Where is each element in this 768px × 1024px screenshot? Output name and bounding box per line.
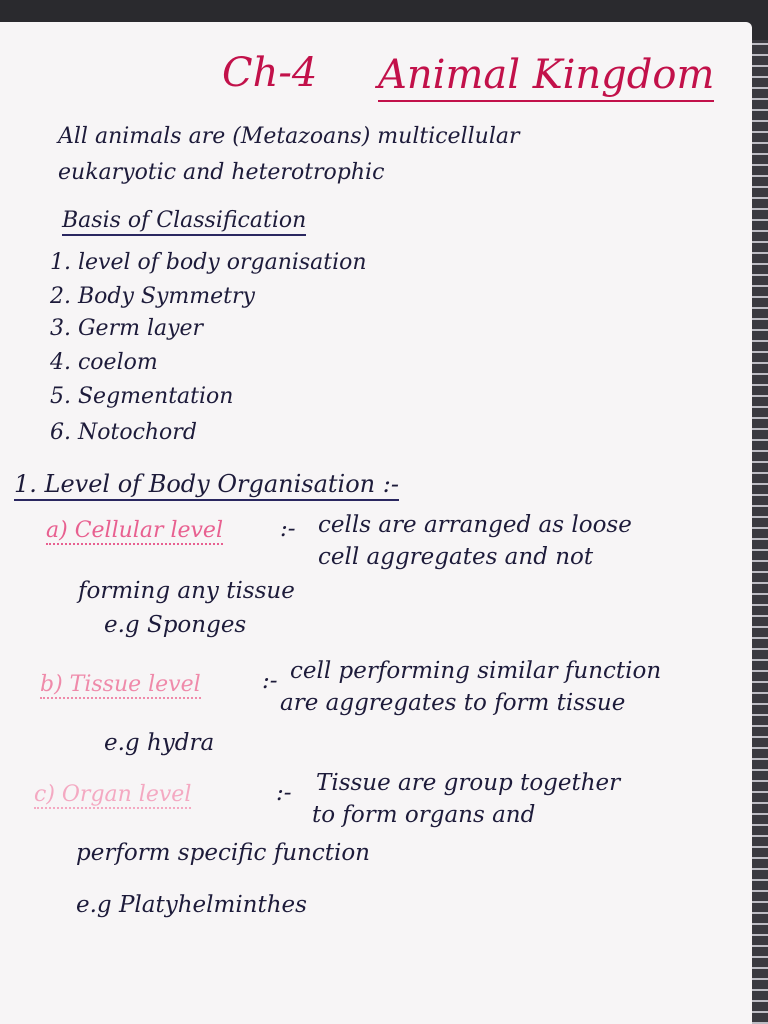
section-heading: 1. Level of Body Organisation :- bbox=[14, 470, 399, 501]
intro-line-2: eukaryotic and heterotrophic bbox=[58, 160, 385, 185]
tissue-level-text: cell performing similar function bbox=[290, 658, 662, 684]
organ-level-example: e.g Platyhelminthes bbox=[76, 892, 307, 918]
cellular-level-separator: :- bbox=[280, 516, 296, 542]
chapter-title: Animal Kingdom bbox=[378, 52, 714, 102]
cellular-level-text: forming any tissue bbox=[78, 578, 295, 604]
cellular-level-example: e.g Sponges bbox=[104, 612, 247, 638]
tissue-level-label: b) Tissue level bbox=[40, 672, 201, 697]
tissue-level-example: e.g hydra bbox=[104, 730, 215, 756]
classification-item: 5. Segmentation bbox=[50, 384, 234, 409]
classification-heading: Basis of Classification bbox=[62, 208, 306, 236]
tissue-level-text: are aggregates to form tissue bbox=[280, 690, 626, 716]
organ-level-text: perform specific function bbox=[76, 840, 370, 866]
cellular-level-label: a) Cellular level bbox=[46, 518, 223, 543]
organ-level-separator: :- bbox=[276, 780, 292, 806]
tissue-level-separator: :- bbox=[262, 668, 278, 694]
cellular-level-text: cells are arranged as loose bbox=[318, 512, 632, 538]
spiral-binding bbox=[752, 40, 768, 1024]
intro-line-1: All animals are (Metazoans) multicellular bbox=[58, 124, 520, 149]
organ-level-text: to form organs and bbox=[312, 802, 536, 828]
classification-item: 6. Notochord bbox=[50, 420, 197, 445]
classification-item: 3. Germ layer bbox=[50, 316, 204, 341]
organ-level-text: Tissue are group together bbox=[316, 770, 621, 796]
cellular-level-text: cell aggregates and not bbox=[318, 544, 594, 570]
chapter-number: Ch-4 bbox=[222, 50, 318, 96]
classification-item: 4. coelom bbox=[50, 350, 158, 375]
classification-item: 2. Body Symmetry bbox=[50, 284, 255, 309]
organ-level-label: c) Organ level bbox=[34, 782, 192, 807]
classification-item: 1. level of body organisation bbox=[50, 250, 367, 275]
